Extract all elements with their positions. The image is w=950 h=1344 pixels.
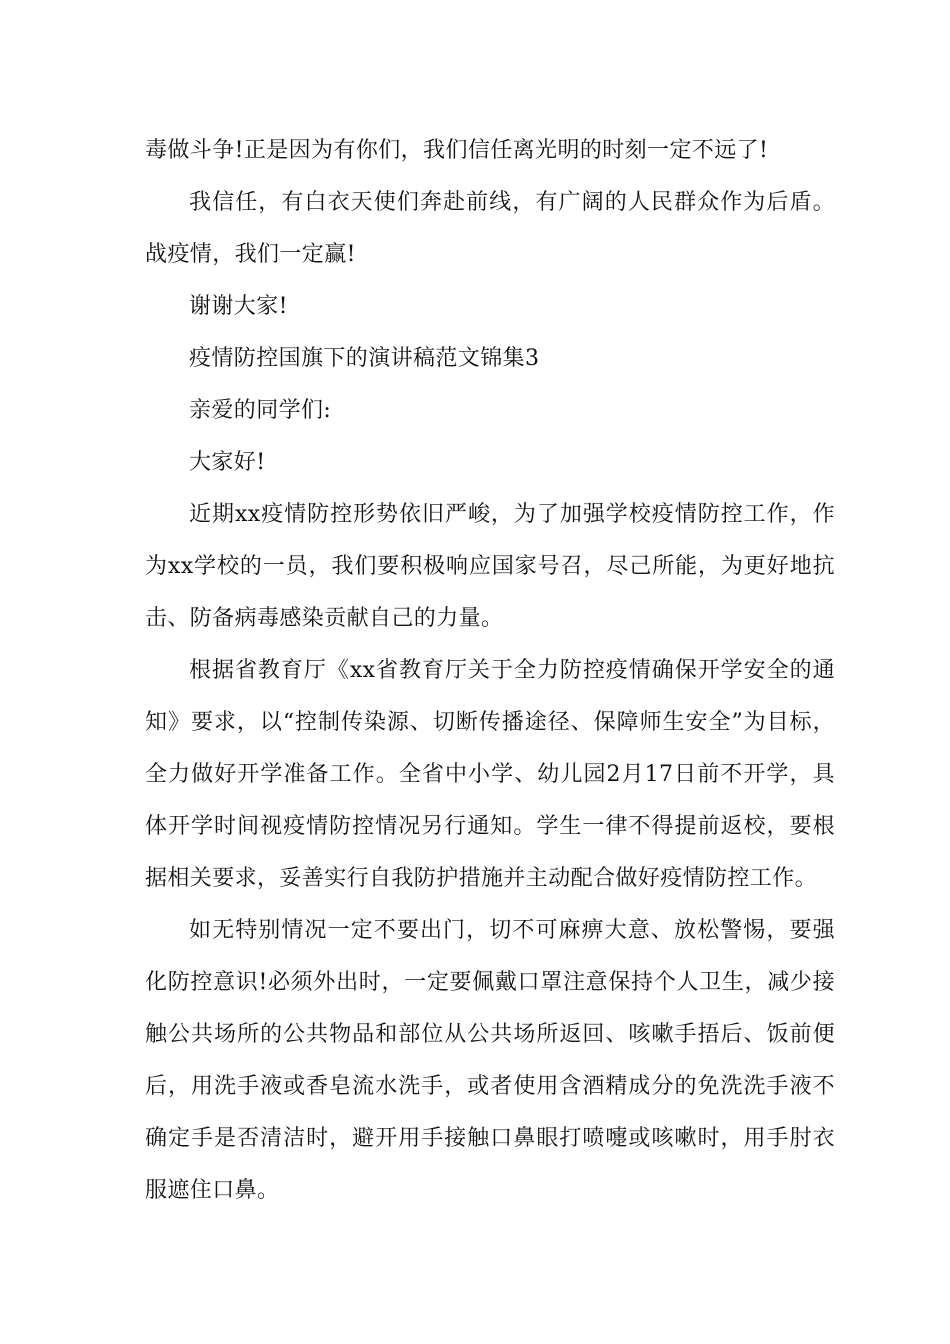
paragraph-thanks: 谢谢大家! <box>189 294 288 319</box>
paragraph: 如无特别情况一定不要出门，切不可麻痹大意、放松警惕，要强化防控意识!必须外出时，一定要佩戴口罩注意保持个人卫生，减少接触公共场所的公共物品和部位从公共场所返回、咳嗽手捂后、饭前便后，用洗手液或香皂流水洗手，或者使用含酒精成分的免洗洗手液不确定手是否清洁时，避开用手接触口鼻眼打喷嚏或咳嗽时，用手肘衣服遮住口鼻。 <box>145 918 835 1203</box>
paragraph: 近期xx疫情防控形势依旧严峻，为了加强学校疫情防控工作，作为xx学校的一员，我们要积极响应国家号召，尽己所能，为更好地抗击、防备病毒感染贡献自己的力量。 <box>145 502 835 631</box>
paragraph-continuation: 毒做斗争!正是因为有你们，我们信任离光明的时刻一定不远了! <box>145 138 769 163</box>
paragraph: 我信任，有白衣天使们奔赴前线，有广阔的人民群众作为后盾。战疫情，我们一定赢! <box>145 190 835 267</box>
salutation: 亲爱的同学们: <box>189 398 332 423</box>
paragraph: 根据省教育厅《xx省教育厅关于全力防控疫情确保开学安全的通知》要求，以“控制传染源、切断传播途径、保障师生安全”为目标，全力做好开学准备工作。全省中小学、幼儿园2月17日前不开学，具体开学时间视疫情防控情况另行通知。学生一律不得提前返校，要根据相关要求，妥善实行自我防护措施并主动配合做好疫情防控工作。 <box>145 658 835 891</box>
greeting: 大家好! <box>189 450 266 475</box>
document-body <box>145 125 835 1217</box>
section-title: 疫情防控国旗下的演讲稿范文锦集3 <box>189 346 540 371</box>
